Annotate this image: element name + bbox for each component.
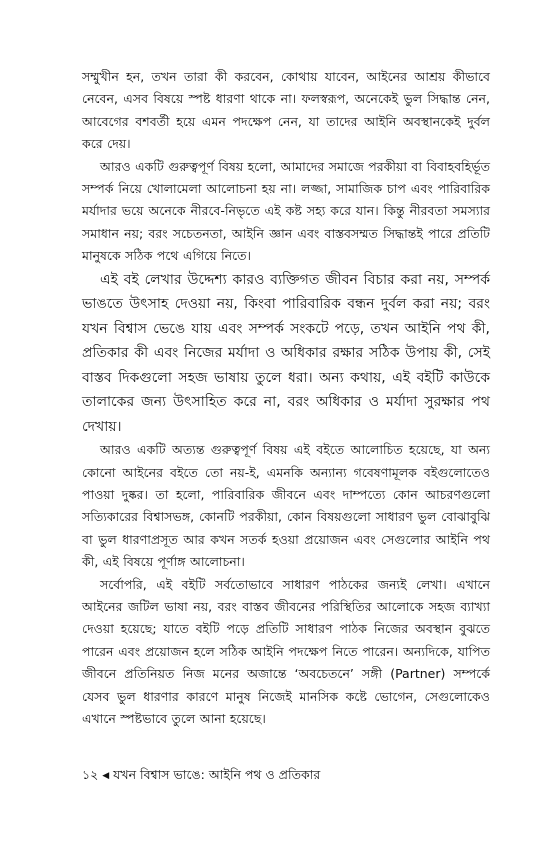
page-number: ১২	[82, 767, 99, 782]
page-footer	[82, 766, 490, 785]
paragraph-book-purpose: এই বই লেখার উদ্দেশ্য কারও ব্যক্তিগত জীবন বিচার করা নয়, সম্পর্ক ভাঙতে উৎসাহ দেওয়া নয়, কিংবা পারিবারিক বন্ধন দুর্বল করা নয়; বরং যখন বিশ্বাস ভেঙে যায় এবং সম্পর্ক সংকটে পড়ে, তখন আইনি পথ কী, প্রতিকার কী এবং নিজের মর্যাদা ও অধিকার রক্ষার সঠিক উপায় কী, সেই বাস্তব দিকগুলো সহজ ভাষায় তুলে ধরা। অন্য কথায়, এই বইটি কাউকে তালাকের জন্য উৎসাহিত করে না, বরং অধিকার ও মর্যাদা সুরক্ষার পথ দেখায়।	[82, 271, 490, 435]
running-title: যখন বিশ্বাস ভাঙে: আইনি পথ ও প্রতিকার	[113, 767, 321, 782]
paragraph-general-reader: সর্বোপরি, এই বইটি সর্বতোভাবে সাধারণ পাঠকের জন্যই লেখা। এখানে আইনের জটিল ভাষা নয়, বরং বাস্তব জীবনের পরিস্থিতির আলোকে সহজ ব্যাখ্যা দেওয়া হয়েছে; যাতে বইটি পড়ে প্রতিটি সাধারণ পাঠক নিজের অবস্থান বুঝতে পারেন এবং প্রয়োজন হলে সঠিক আইনি পদক্ষেপ নিতে পারেন। অন্যদিকে, যাপিত জীবনে প্রতিনিয়ত নিজ মনের অজান্তে ‘অবচেতনে’ সঙ্গী (Partner) সম্পর্কে যেসব ভুল ধারণার কারণে মানুষ নিজেই মানসিক কষ্টে ভোগেন, সেগুলোকেও এখানে স্পষ্টভাবে তুলে আনা হয়েছে।	[82, 576, 490, 727]
triangle-left-icon: ◀	[102, 771, 110, 781]
body-text	[82, 66, 490, 730]
paragraph-important-topic: আরও একটি অত্যন্ত গুরুত্বপূর্ণ বিষয় এই বইতে আলোচিত হয়েছে, যা অন্য কোনো আইনের বইতে তো নয়-ই, এমনকি অন্যান্য গবেষণামূলক বইগুলোতেও পাওয়া দুষ্কর। তা হলো, পারিবারিক জীবনে এবং দাম্পত্যে কোন আচরণগুলো সত্যিকারের বিশ্বাসভঙ্গ, কোনটি পরকীয়া, কোন বিষয়গুলো সাধারণ ভুল বোঝাবুঝি বা ভুল ধারণাপ্রসূত আর কখন সতর্ক হওয়া প্রয়োজন এবং সেগুলোর আইনি পথ কী, এই বিষয়ে পূর্ণাঙ্গ আলোচনা।	[82, 442, 490, 570]
paragraph-continuation: সম্মুখীন হন, তখন তারা কী করবেন, কোথায় যাবেন, আইনের আশ্রয় কীভাবে নেবেন, এসব বিষয়ে স্পষ্ট ধারণা থাকে না। ফলস্বরূপ, অনেকেই ভুল সিদ্ধান্ত নেন, আবেগের বশবর্তী হয়ে এমন পদক্ষেপ নেন, যা তাদের আইনি অবস্থানকেই দুর্বল করে দেয়।	[82, 69, 490, 152]
paragraph-taboo-discussion: আরও একটি গুরুত্বপূর্ণ বিষয় হলো, আমাদের সমাজে পরকীয়া বা বিবাহবহির্ভূত সম্পর্ক নিয়ে খোলামেলা আলোচনা হয় না। লজ্জা, সামাজিক চাপ এবং পারিবারিক মর্যাদার ভয়ে অনেকে নীরবে-নিভৃতে এই কষ্ট সহ্য করে যান। কিন্তু নীরবতা সমস্যার সমাধান নয়; বরং সচেতনতা, আইনি জ্ঞান এবং বাস্তবসম্মত সিদ্ধান্তই পারে প্রতিটি মানুষকে সঠিক পথে এগিয়ে নিতে।	[82, 158, 490, 264]
